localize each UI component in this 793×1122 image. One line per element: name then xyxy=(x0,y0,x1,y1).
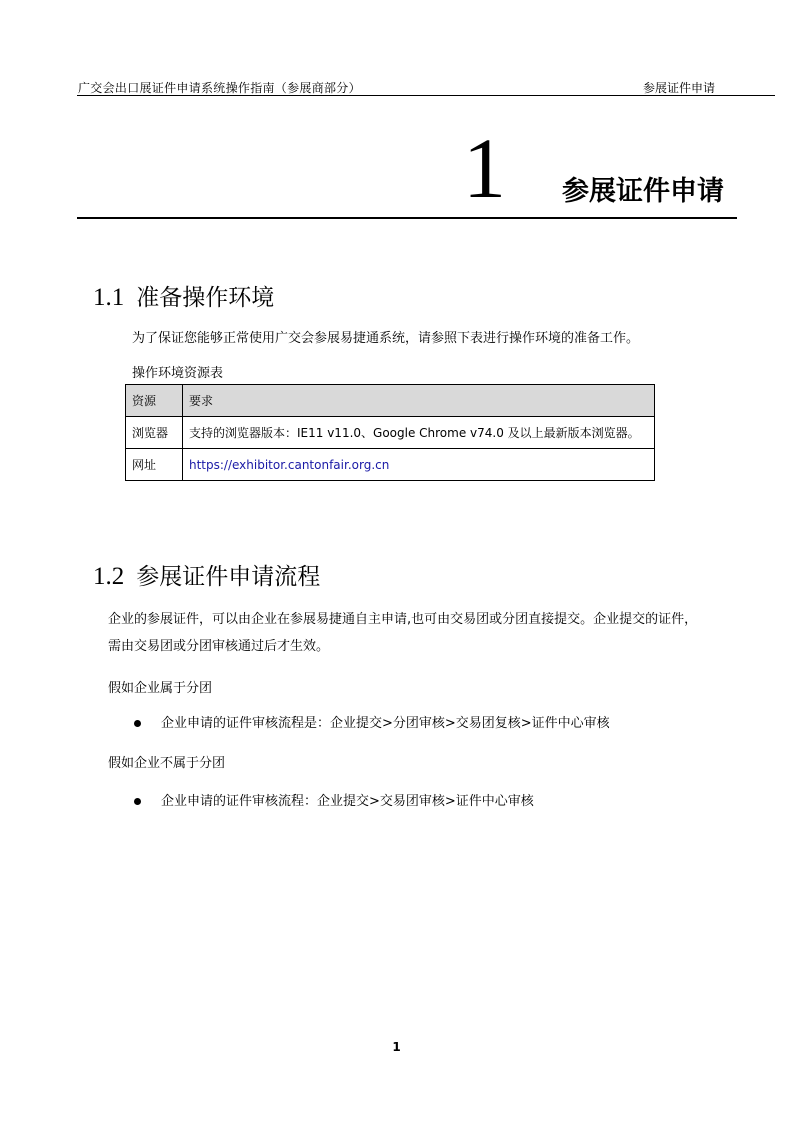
table-header-row xyxy=(126,385,655,417)
chapter-divider xyxy=(77,217,737,219)
body-paragraph-line: 需由交易团或分团审核通过后才生效。 xyxy=(108,639,330,654)
chapter-title: 参展证件申请 xyxy=(562,176,724,207)
table-cell: 网址 xyxy=(126,449,183,481)
case-label: 假如企业属于分团 xyxy=(108,681,213,696)
table-header-cell: 要求 xyxy=(183,385,655,417)
section-number: 1.1 xyxy=(93,284,125,311)
table-row xyxy=(126,449,655,481)
body-paragraph-line: 企业的参展证件，可以由企业在参展易捷通自主申请,也可由交易团或分团直接提交。企业提交的证件， xyxy=(108,612,698,627)
bullet-icon xyxy=(134,798,141,805)
bullet-item: 企业申请的证件审核流程：企业提交>交易团审核>证件中心审核 xyxy=(161,794,534,809)
header-divider xyxy=(77,95,775,96)
case-label: 假如企业不属于分团 xyxy=(108,756,226,771)
section-intro: 为了保证您能够正常使用广交会参展易捷通系统，请参照下表进行操作环境的准备工作。 xyxy=(132,331,640,346)
chapter-number: 1 xyxy=(463,120,506,216)
page-number: 1 xyxy=(392,1040,401,1054)
table-header-cell: 资源 xyxy=(126,385,183,417)
running-header-title: 广交会出口展证件申请系统操作指南（参展商部分） xyxy=(78,81,361,95)
running-header-section: 参展证件申请 xyxy=(642,81,715,95)
section-heading-1-1 xyxy=(93,283,274,313)
section-heading-1-2 xyxy=(93,562,320,592)
section-title: 准备操作环境 xyxy=(136,285,275,311)
bullet-item: 企业申请的证件审核流程是：企业提交>分团审核>交易团复核>证件中心审核 xyxy=(161,716,610,731)
environment-table xyxy=(125,384,655,481)
section-number: 1.2 xyxy=(93,563,125,590)
table-row xyxy=(126,417,655,449)
section-title: 参展证件申请流程 xyxy=(136,564,321,590)
bullet-icon xyxy=(134,720,141,727)
table-cell: 浏览器 xyxy=(126,417,183,449)
exhibitor-url-link[interactable]: https://exhibitor.cantonfair.org.cn xyxy=(189,457,390,472)
table-caption: 操作环境资源表 xyxy=(132,366,224,381)
table-cell-url xyxy=(183,449,655,481)
table-cell: 支持的浏览器版本：IE11 v11.0、Google Chrome v74.0 及以上最新版本浏览器。 xyxy=(183,417,655,449)
